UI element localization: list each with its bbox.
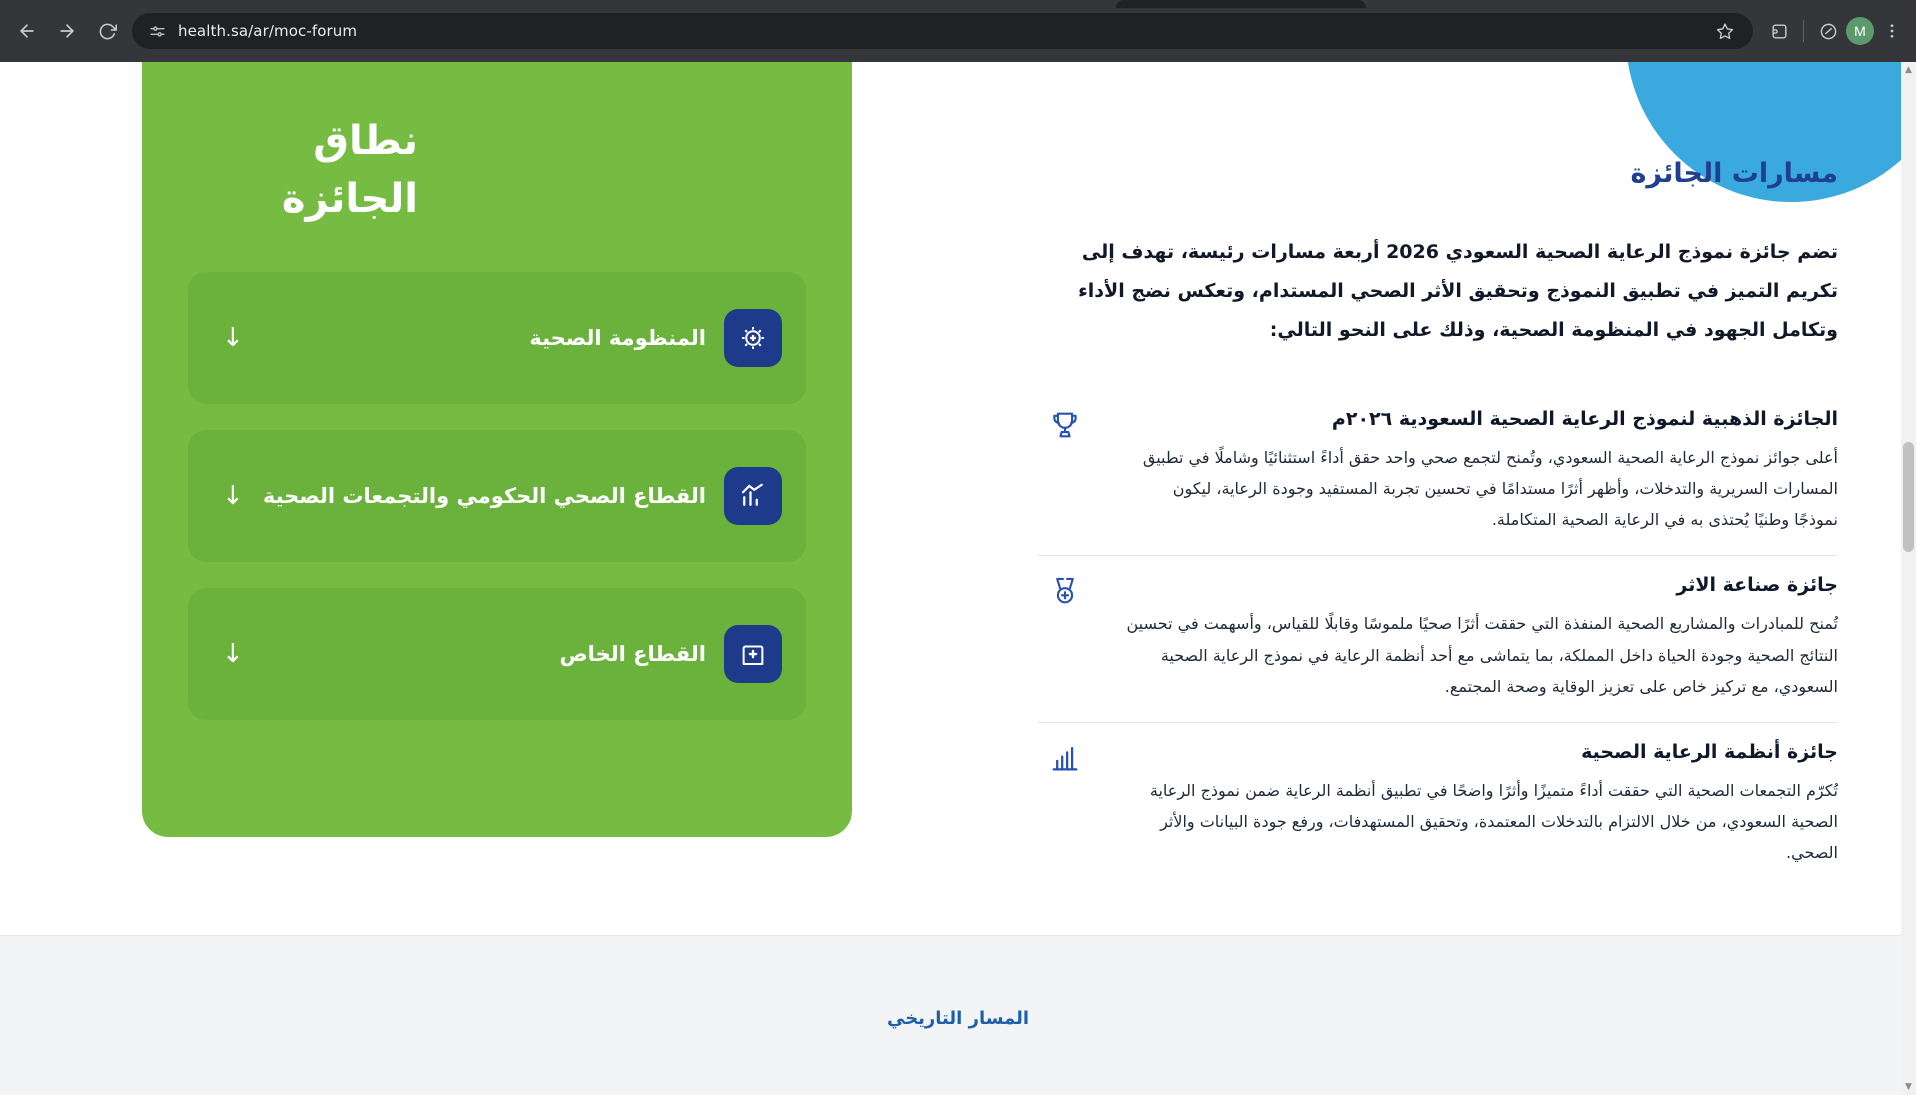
growth-bars-icon [1048,741,1082,775]
scroll-down-arrow-icon[interactable]: ▼ [1905,1082,1912,1092]
site-information-icon[interactable] [144,18,170,44]
track-description: تُمنح للمبادرات والمشاريع الصحية المنفذة التي حققت أثرًا صحيًا ملموسًا وقابلًا للقياس، وأسهمت في تحسين النتائج الصحية وجودة الحياة داخل المملكة، بما يتماشى مع أحد أنظمة الرعاية في نموذج الرعاية الصحية السعودي، مع تركيز خاص على تعزيز الوقاية وصحة المجتمع. [1126,614,1838,696]
track-title: جائزة صناعة الاثر [1676,574,1838,597]
network-health-icon [738,323,768,353]
award-tracks-section [1038,62,1838,889]
footer-strip [0,935,1916,1095]
track-row-impact-award [1038,556,1838,723]
page-viewport [0,62,1916,1095]
chart-arrow-icon [738,481,768,511]
back-button[interactable] [10,14,44,48]
track-description: أعلى جوائز نموذج الرعاية الصحية السعودي، وتُمنح لتجمع صحي واحد حقق أداءً استثنائيًا وشاملًا في تطبيق المسارات السريرية والتدخلات، وأظهر أثرًا مستدامًا في تحسين تجربة المستفيد وجودة الرعاية، ليكون نموذجًا وطنيًا يُحتذى به في الرعاية الصحية المتكاملة. [1142,447,1838,530]
chevron-down-icon[interactable]: ↓ [222,481,244,511]
scope-item-label: المنظومة الصحية [529,326,706,350]
browser-action-icon[interactable] [1812,15,1844,47]
tune-icon [149,23,166,40]
bar-chart-icon [724,467,782,525]
scope-item-label: القطاع الخاص [559,642,706,666]
profile-avatar[interactable]: M [1846,17,1874,45]
scope-panel-title: نطاق الجائزة [281,118,418,222]
url-text: health.sa/ar/moc-forum [178,22,358,40]
forward-arrow-icon [57,21,77,41]
chrome-menu-icon[interactable] [1876,15,1908,47]
circle-slash-icon [1819,22,1838,41]
scroll-up-arrow-icon[interactable]: ▲ [1905,65,1912,75]
omnibox-actions [1709,15,1741,47]
kebab-menu-icon [1883,22,1901,40]
chevron-down-icon[interactable]: ↓ [222,323,244,353]
medal-glyph-icon [1048,574,1082,608]
toolbar-right-cluster [1763,15,1916,47]
trophy-icon [1038,408,1092,462]
address-bar[interactable] [132,13,1753,49]
track-description: تُكرّم التجمعات الصحية التي حققت أداءً متميزًا وأثرًا واضحًا في تطبيق أنظمة الرعاية ضمن نموذج الرعاية الصحية السعودي، من خلال الالتزام بالتدخلات المعتمدة، وتحقيق المستهدفات، ورفع جودة البيانات والأثر الصحي. [1149,780,1838,863]
bookmark-star-icon[interactable] [1709,15,1741,47]
footer-link-timeline[interactable]: المسار التاريخي [886,1008,1030,1029]
health-system-icon [724,309,782,367]
track-text [1098,574,1838,702]
reload-button[interactable] [90,14,124,48]
reload-icon [98,22,117,41]
browser-chrome [0,0,1916,62]
scrollbar-thumb[interactable] [1903,442,1914,552]
forward-button[interactable] [50,14,84,48]
intro-paragraph: تضم جائزة نموذج الرعاية الصحية السعودي 2026 أربعة مسارات رئيسة، تهدف إلى تكريم التميز في تطبيق النموذج وتحقيق الأثر الصحي المستدام، وتعكس نضج الأداء وتكامل الجهود في المنظومة الصحية، وذلك على النحو التالي: [1078,241,1838,341]
trophy-glyph-icon [1048,408,1082,442]
track-row-care-systems-award [1038,723,1838,889]
hospital-icon [724,625,782,683]
puzzle-icon [1770,22,1789,41]
track-text [1098,408,1838,536]
track-text [1098,741,1838,869]
toolbar-divider [1803,20,1804,42]
scope-item-label: القطاع الصحي الحكومي والتجمعات الصحية [262,484,706,508]
scope-item-government-sector[interactable] [188,430,806,562]
award-scope-panel [142,62,852,837]
page-title: مسارات الجائزة [1630,158,1838,189]
track-title: جائزة أنظمة الرعاية الصحية [1581,740,1838,763]
browser-toolbar [0,0,1916,62]
track-title: الجائزة الذهبية لنموذج الرعاية الصحية السعودية ٢٠٢٦م [1331,407,1838,430]
track-row-gold-award [1038,390,1838,557]
hospital-building-icon [738,639,768,669]
extensions-icon[interactable] [1763,15,1795,47]
scope-item-health-system[interactable] [188,272,806,404]
star-icon [1716,22,1734,40]
growth-chart-icon [1038,741,1092,795]
chevron-down-icon[interactable]: ↓ [222,639,244,669]
scope-item-private-sector[interactable] [188,588,806,720]
back-arrow-icon [17,21,37,41]
page-scrollbar[interactable] [1901,62,1916,1095]
medal-icon [1038,574,1092,628]
